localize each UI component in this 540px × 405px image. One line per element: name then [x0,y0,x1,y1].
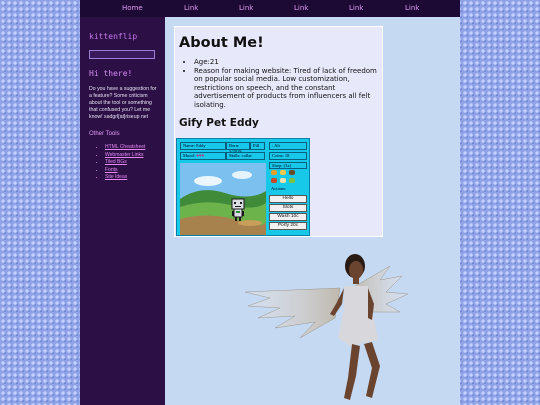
cookie-icon[interactable] [289,170,295,175]
tool-link-fonts[interactable]: • Fonts [105,167,157,175]
pet-scene-image [180,163,266,235]
tools-heading: Other Tools [89,131,120,137]
suggestion-text: Do you have a suggestion for a feature? Some criticism about the tool or something that confused you? Let me know! sadgrl[at]riseup net [89,86,157,120]
about-facts [179,58,378,109]
pet-mood-label: Mood: [183,153,196,158]
sidebar [80,17,165,405]
pet-actions-label: Actions: [271,186,287,191]
fact-reason: • Reason for making website: Tired of lack of freedom on popular social media. Low customization, restrictions on speech, and the constant advertisement of products from influencers all felt isolating. [194,67,378,110]
pet-alt: : Alt [269,142,307,150]
nav-link-1[interactable]: Link [184,4,199,12]
cheese-icon[interactable] [280,170,286,175]
tool-link-html-cheatsheet[interactable]: • HTML Cheatsheet [105,144,157,152]
pet-skills: Skills: collar [226,152,265,160]
search-input[interactable] [89,50,155,59]
pet-heading: Gify Pet Eddy [179,117,259,129]
background-tile [460,0,540,405]
nav-link-2[interactable]: Link [239,4,254,12]
about-heading: About Me! [179,35,264,51]
pet-name: Name: Eddy [180,142,226,150]
pet-pill: Pill [250,142,265,150]
greeting-heading: Hi there! [89,69,133,78]
nav-link-home[interactable]: Home [122,4,143,12]
tool-link-webmaster-links[interactable]: • Webmaster Links [105,152,157,160]
tool-link-tiled-bgs[interactable]: • Tiled BGs [105,159,157,167]
nav-link-4[interactable]: Link [349,4,364,12]
pet-coins: Coins: 18 [269,152,307,160]
nav-link-5[interactable]: Link [405,4,420,12]
pet-born: Born: 3/2018 [226,142,250,150]
apple-icon[interactable] [289,178,295,183]
pet-widget[interactable] [176,138,310,236]
pet-mood [180,152,226,160]
fact-age: • Age:21 [194,58,378,67]
site-title[interactable]: kittenflip [89,32,138,41]
burger-icon[interactable] [271,170,277,175]
pet-shop-label: Shop: (3x) [269,162,307,169]
nav-link-3[interactable]: Link [294,4,309,12]
top-nav [80,0,460,17]
hello-button[interactable]: Hello [269,195,307,203]
tools-list [89,144,157,182]
mood-hearts-icon: ♥♥♥ [196,153,205,158]
meat-icon[interactable] [271,178,277,183]
bread-icon[interactable] [280,178,286,183]
slots-button[interactable]: Slots [269,204,307,212]
tool-link-site-ideas[interactable]: • Site Ideas [105,174,157,182]
angel-image [240,248,410,405]
porfy-button[interactable]: Porfy 20c [269,222,307,230]
wash-button[interactable]: Wash 10c [269,213,307,221]
